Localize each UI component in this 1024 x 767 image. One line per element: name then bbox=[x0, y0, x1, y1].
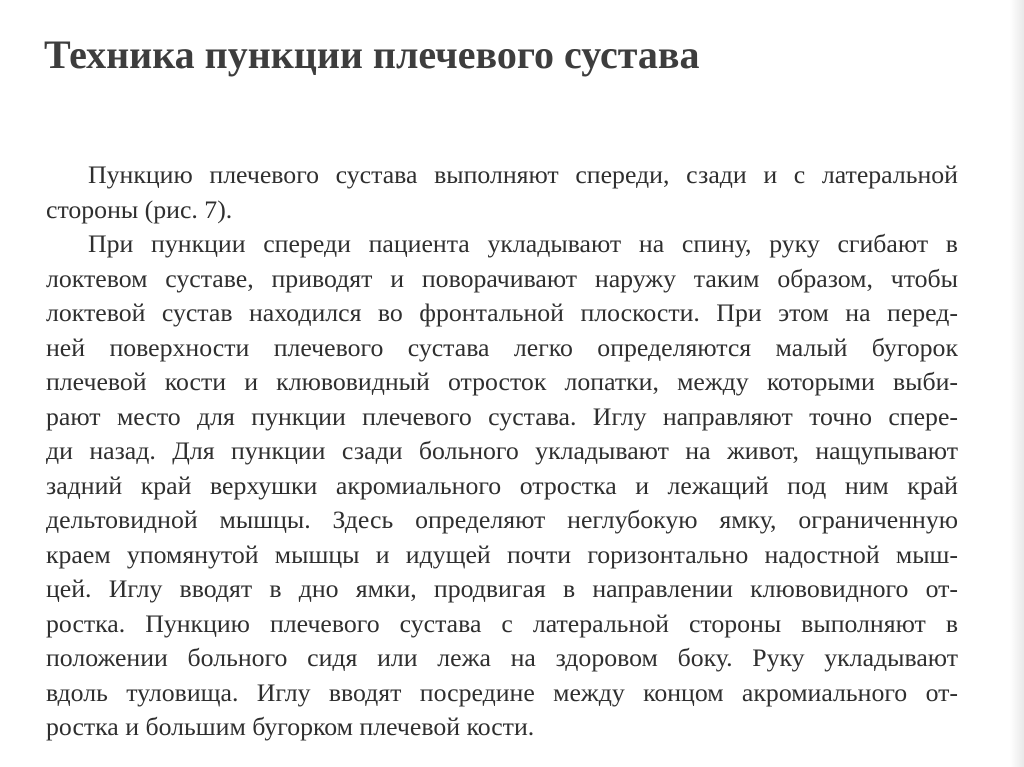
page-title: Техника пункции плечевого сустава bbox=[44, 32, 700, 77]
text-line: рают место для пункции плечевого сустава. Иглу направляют точно спере- bbox=[46, 401, 958, 431]
text-line: локтевом суставе, приводят и поворачивают наружу таким образом, чтобы bbox=[46, 263, 958, 293]
body-text bbox=[46, 158, 958, 745]
text-line: положении больного сидя или лежа на здоровом боку. Руку укладывают bbox=[46, 643, 958, 672]
text-line: ней поверхности плечевого сустава легко определяются малый бугорок bbox=[46, 332, 958, 362]
text-line: ростка и большим бугорком плечевой кости. bbox=[46, 712, 535, 741]
text-line: дельтовидной мышцы. Здесь определяют неглубокую ямку, ограниченную bbox=[46, 505, 958, 534]
text-line: задний край верхушки акромиального отростка и лежащий под ним край bbox=[46, 470, 958, 500]
text-line: цей. Иглу вводят в дно ямки, продвигая в направлении клювовидного от- bbox=[46, 574, 958, 603]
page-edge-shadow bbox=[1010, 0, 1024, 767]
text-line: Пункцию плечевого сустава выполняют спереди, сзади и с латеральной bbox=[88, 160, 958, 189]
text-line: ди назад. Для пункции сзади больного укладывают на живот, нащупывают bbox=[46, 436, 958, 465]
text-line: плечевой кости и клювовидный отросток лопатки, между которыми выби- bbox=[46, 367, 958, 396]
text-line: стороны (рис. 7). bbox=[46, 194, 233, 224]
text-line: При пункции спереди пациента укладывают на спину, руку сгибают в bbox=[88, 229, 958, 258]
text-line: ростка. Пункцию плечевого сустава с латеральной стороны выполняют в bbox=[46, 608, 958, 638]
text-line: вдоль туловища. Иглу вводят посредине между концом акромиального от- bbox=[46, 677, 958, 707]
text-line: локтевой сустав находился во фронтальной плоскости. При этом на перед- bbox=[46, 298, 958, 327]
text-line: краем упомянутой мышцы и идущей почти горизонтально надостной мыш- bbox=[46, 539, 958, 569]
